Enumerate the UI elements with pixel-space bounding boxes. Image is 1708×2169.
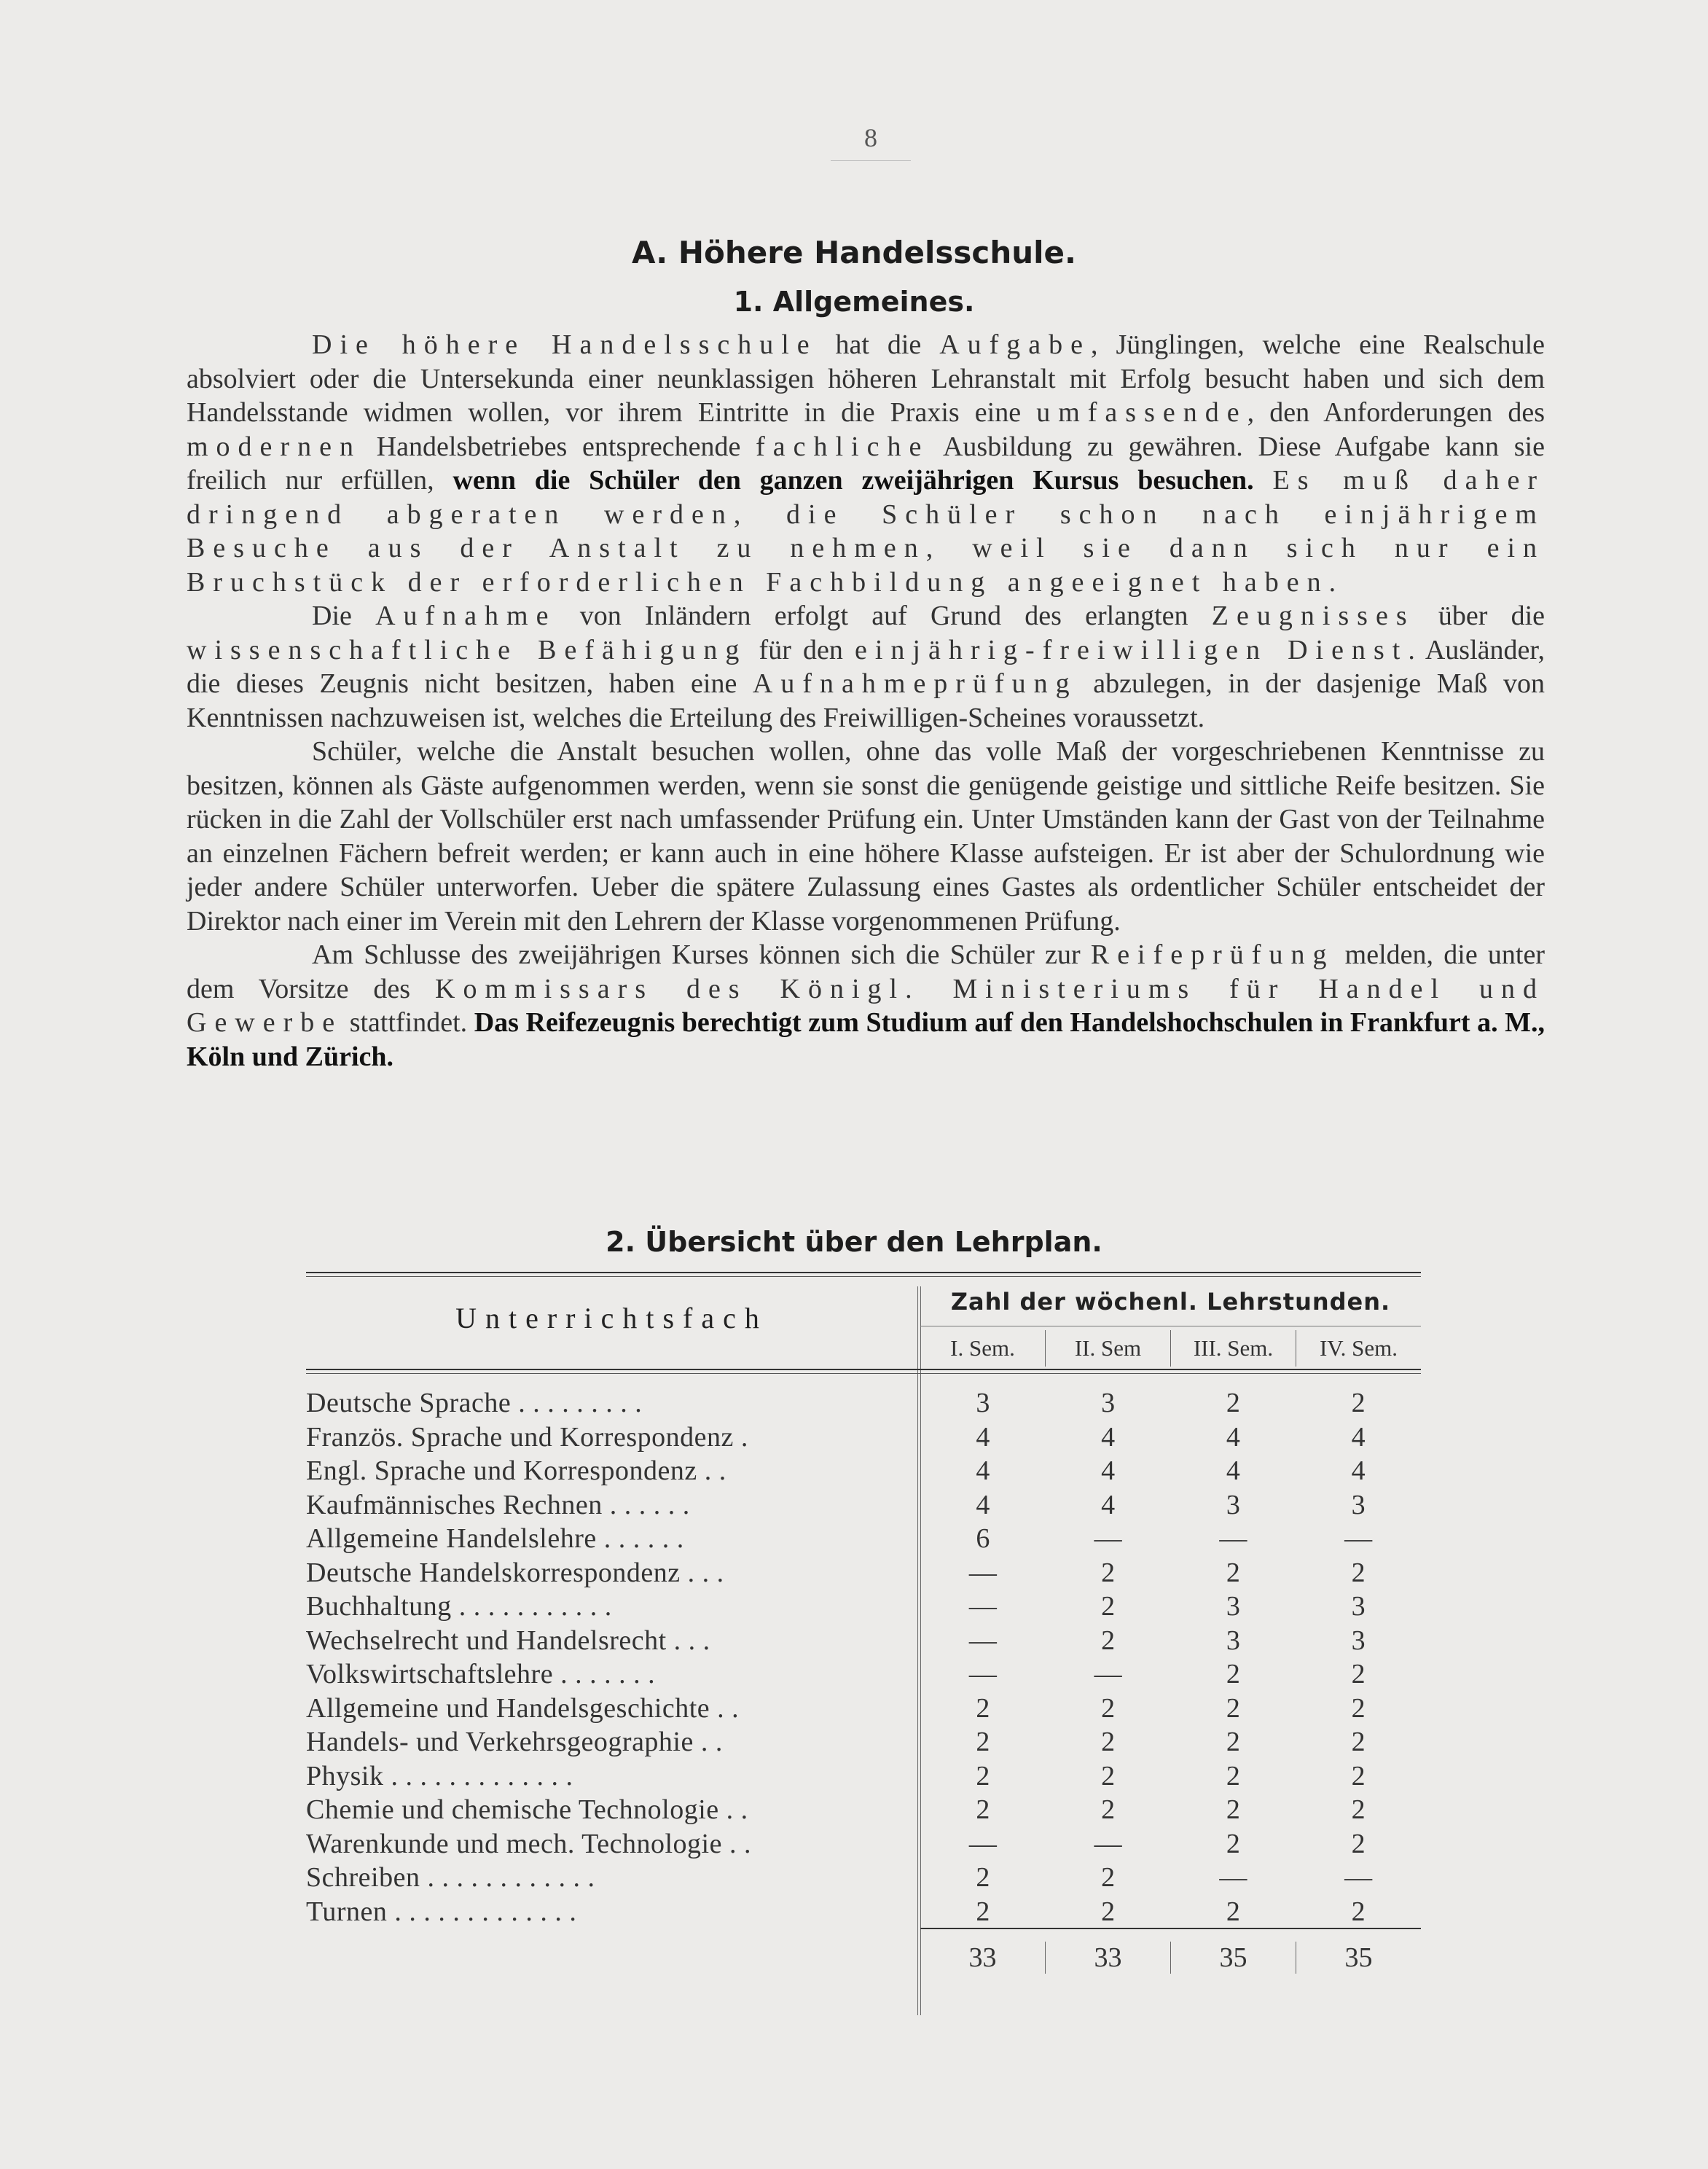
hours-cells <box>920 1557 1421 1589</box>
semester-header: II. Sem <box>1045 1330 1170 1367</box>
text-span: Aufgabe <box>939 329 1092 360</box>
text-span: modernen <box>187 431 361 462</box>
hours-cell: 2 <box>1101 1896 1116 1927</box>
hours-cell: — <box>1094 1523 1122 1555</box>
subject-cell: Handels- und Verkehrsgeographie . . <box>306 1727 723 1758</box>
table-body <box>306 1386 1421 1928</box>
hours-cells <box>920 1861 1421 1894</box>
hours-cell: 3 <box>1351 1625 1366 1656</box>
text-span: , den Anforderungen des <box>1247 397 1546 428</box>
hours-cell: 2 <box>1226 1794 1240 1826</box>
paragraph-4 <box>187 938 1545 1074</box>
hours-cells <box>920 1489 1421 1521</box>
page-number-rule <box>831 160 911 161</box>
hours-cell: 2 <box>976 1727 990 1758</box>
table-row <box>306 1861 1421 1895</box>
hours-cell: 2 <box>1351 1794 1366 1826</box>
subject-cell: Allgemeine Handelslehre . . . . . . <box>306 1523 684 1555</box>
hours-cell: 2 <box>1351 1388 1366 1419</box>
bold-span: wenn die Schüler den ganzen zweijährigen Kursus besuchen. <box>453 465 1254 496</box>
hours-cell: 4 <box>976 1455 990 1487</box>
table-row <box>306 1827 1421 1861</box>
bold-span: Das Reifezeugnis berechtigt zum Studium auf den Handelshochschulen in Frankfurt a. M., Köln und Zürich. <box>187 1007 1546 1072</box>
table-rule <box>306 1276 1421 1277</box>
subject-cell: Schreiben . . . . . . . . . . . . <box>306 1862 595 1894</box>
hours-cell: 3 <box>1226 1489 1240 1520</box>
semester-header-row <box>920 1330 1421 1367</box>
subject-cell: Physik . . . . . . . . . . . . . <box>306 1760 573 1791</box>
hours-cell: 2 <box>1226 1692 1240 1724</box>
section-heading: A. Höhere Handelsschule. <box>632 235 1076 270</box>
subject-cell: Kaufmännisches Rechnen . . . . . . <box>306 1489 690 1520</box>
hours-cells <box>920 1625 1421 1657</box>
hours-cell: 2 <box>1226 1760 1240 1791</box>
hours-cell: 2 <box>1351 1727 1366 1758</box>
subject-cell: Chemie und chemische Technologie . . <box>306 1794 748 1826</box>
hours-cell: 2 <box>1351 1828 1366 1859</box>
hours-cells <box>920 1692 1421 1724</box>
hours-cell: — <box>1219 1523 1247 1555</box>
hours-cell: 4 <box>1226 1421 1240 1453</box>
hours-cell: 2 <box>1101 1591 1116 1622</box>
hours-cells <box>920 1794 1421 1826</box>
semester-header: III. Sem. <box>1170 1330 1296 1367</box>
hours-cells <box>920 1455 1421 1487</box>
table-rule <box>920 1928 1421 1929</box>
hours-cell: 4 <box>1101 1455 1116 1487</box>
subject-cell: Deutsche Handelskorrespondenz . . . <box>306 1557 724 1588</box>
text-span: einjährig-freiwilligen Dienst <box>854 634 1409 665</box>
hours-cell: 2 <box>1226 1727 1240 1758</box>
total-cell: 33 <box>1045 1942 1170 1974</box>
paragraph-1 <box>187 328 1545 599</box>
hours-cell: 2 <box>1226 1388 1240 1419</box>
subject-column-header: Unterrichtsfach <box>455 1302 768 1334</box>
hours-cell: 2 <box>1226 1828 1240 1859</box>
text-span: von Inländern erfolgt auf Grund des erlangten <box>556 601 1212 631</box>
hours-cell: 2 <box>1351 1557 1366 1588</box>
text-span: über die <box>1414 601 1546 631</box>
text-span: umfassende <box>1036 397 1247 428</box>
total-cell: 33 <box>968 1942 997 1973</box>
text-span: Handelsbetriebes entsprechende <box>361 431 756 462</box>
hours-cell: 2 <box>976 1692 990 1724</box>
text-span: Es muß daher dringend abgeraten werden, die Schüler schon nach einjährigem Besuche aus der Anstalt zu nehmen, weil sie dann sich nur ein Bruchstück der erforderlichen Fachbildung angeeignet haben. <box>187 465 1546 598</box>
hours-cell: 2 <box>976 1862 990 1894</box>
text-span: melden, die unter dem Vorsitze des <box>187 939 1545 1004</box>
text-span <box>1254 465 1273 496</box>
hours-cell: 3 <box>1351 1489 1366 1520</box>
hours-cell: — <box>968 1828 997 1859</box>
hours-cell: 2 <box>1101 1692 1116 1724</box>
hours-cell: 4 <box>1226 1455 1240 1487</box>
hours-cell: — <box>968 1625 997 1656</box>
hours-cell: 3 <box>1351 1591 1366 1622</box>
table-row <box>306 1590 1421 1624</box>
hours-cell: 2 <box>1351 1659 1366 1690</box>
table-row <box>306 1759 1421 1794</box>
total-cell: 35 <box>1170 1942 1296 1974</box>
section2-title: 2. Übersicht über den Lehrplan. <box>606 1226 1102 1258</box>
subject-cell: Engl. Sprache und Korrespondenz . . <box>306 1455 726 1487</box>
text-span: abzulegen, in der dasjenige Maß von Kenntnissen nachzuweisen ist, welches die Erteilung des Freiwilligen-Scheines voraussetzt. <box>187 668 1545 733</box>
text-span: Die <box>312 601 376 631</box>
hours-cell: — <box>1219 1862 1247 1894</box>
text-span: Die höhere Handelsschule <box>312 329 818 360</box>
hours-cell: 3 <box>1226 1625 1240 1656</box>
hours-cell: 3 <box>1226 1591 1240 1622</box>
table-row <box>306 1692 1421 1726</box>
hours-cell: 2 <box>976 1896 990 1927</box>
text-span: Kommissars des Königl. Ministeriums für Handel und Gewerbe <box>187 973 1545 1038</box>
hours-cell: 2 <box>1351 1896 1366 1927</box>
table-row <box>306 1386 1421 1420</box>
table-row <box>306 1624 1421 1658</box>
hours-cells <box>920 1828 1421 1860</box>
hours-cells <box>920 1421 1421 1453</box>
text-span: Am Schlusse des zweijährigen Kurses können sich die Schüler zur <box>312 939 1091 970</box>
subject-cell: Wechselrecht und Handelsrecht . . . <box>306 1625 710 1656</box>
hours-cell: 4 <box>976 1421 990 1453</box>
subject-cell: Deutsche Sprache . . . . . . . . . <box>306 1388 643 1419</box>
hours-cells <box>920 1726 1421 1758</box>
hours-cell: — <box>1344 1862 1373 1894</box>
table-row <box>306 1793 1421 1827</box>
table-row <box>306 1522 1421 1556</box>
hours-cells <box>920 1896 1421 1928</box>
subject-cell: Turnen . . . . . . . . . . . . . <box>306 1896 577 1927</box>
section1-title: 1. Allgemeines. <box>733 286 975 318</box>
hours-cell: 3 <box>1101 1388 1116 1419</box>
hours-cell: — <box>968 1659 997 1690</box>
hours-cell: — <box>968 1591 997 1622</box>
table-rule <box>306 1272 1421 1273</box>
hours-cell: — <box>1094 1659 1122 1690</box>
hours-cell: 4 <box>1101 1489 1116 1520</box>
table-row <box>306 1488 1421 1523</box>
hours-cells <box>920 1590 1421 1622</box>
page-number: 8 <box>864 123 877 152</box>
hours-cell: 2 <box>1101 1862 1116 1894</box>
total-cell: 35 <box>1296 1942 1421 1974</box>
hours-cell: 2 <box>1101 1727 1116 1758</box>
hours-cell: 2 <box>1351 1692 1366 1724</box>
text-span: . Ausländer, die dieses Zeugnis nicht besitzen, haben eine <box>187 634 1545 699</box>
hours-cell: 3 <box>976 1388 990 1419</box>
hours-cell: 2 <box>976 1760 990 1791</box>
hours-cells <box>920 1387 1421 1419</box>
hours-cell: — <box>968 1557 997 1588</box>
semester-header: I. Sem. <box>950 1335 1015 1361</box>
text-span: Ausbildung zu gewähren. Diese Aufgabe kann sie freilich nur erfüllen, <box>187 431 1545 496</box>
hours-cell: 2 <box>1226 1557 1240 1588</box>
hours-cell: 4 <box>1351 1421 1366 1453</box>
subject-cell: Französ. Sprache und Korrespondenz . <box>306 1421 748 1453</box>
text-span: stattfindet. <box>342 1007 474 1038</box>
paragraph-2 <box>187 599 1545 735</box>
hours-cells <box>920 1523 1421 1555</box>
totals-row <box>920 1937 1421 1979</box>
hours-column-header: Zahl der wöchenl. Lehrstunden. <box>950 1288 1391 1316</box>
subject-cell: Allgemeine und Handelsgeschichte . . <box>306 1692 740 1724</box>
hours-cell: 2 <box>1101 1625 1116 1656</box>
table-rule <box>306 1373 1421 1374</box>
subject-cell: Warenkunde und mech. Technologie . . <box>306 1828 751 1859</box>
paragraph-3: Schüler, welche die Anstalt besuchen wollen, ohne das volle Maß der vorgeschriebenen Kenntnisse zu besitzen, können als Gäste aufgenommen werden, wenn sie sonst die genügende geistige und sittliche Reife besitzen. Sie rücken in die Zahl der Vollschüler erst nach umfassender Prüfung ein. Unter Umständen kann der Gast von der Teilnahme an einzelnen Fächern befreit werden; er kann auch in eine höhere Klasse aufsteigen. Er ist aber der Schulordnung wie jeder andere Schüler unterworfen. Ueber die spätere Zulassung eines Gastes als ordentlicher Schüler entscheidet der Direktor nach einer im Verein mit den Lehrern der Klasse vorgenommenen Prüfung. <box>187 736 1545 937</box>
text-span: wissenschaftliche Befähigung <box>187 634 748 665</box>
text-span: Aufnahme <box>375 601 557 631</box>
body-text <box>187 328 1545 1074</box>
hours-cell: 2 <box>1101 1794 1116 1826</box>
text-span: für den <box>747 634 855 665</box>
hours-cell: 2 <box>1226 1659 1240 1690</box>
table-row <box>306 1454 1421 1488</box>
table-row <box>306 1725 1421 1759</box>
table-row <box>306 1556 1421 1590</box>
table-rule <box>306 1369 1421 1370</box>
hours-cell: 4 <box>1101 1421 1116 1453</box>
hours-cell: 6 <box>976 1523 990 1555</box>
hours-cell: 4 <box>1351 1455 1366 1487</box>
text-span: Aufnahmeprüfung <box>752 668 1078 699</box>
hours-cell: — <box>1344 1523 1373 1555</box>
text-span: , Jünglingen, welche eine Realschule absolviert oder die Untersekunda einer neunklassigen höheren Lehranstalt mit Erfolg besucht haben und sich dem Handelsstande widmen wollen, vor ihrem Eintritte in die Praxis eine <box>187 329 1546 428</box>
subject-cell: Buchhaltung . . . . . . . . . . . <box>306 1591 612 1622</box>
hours-cell: 4 <box>976 1489 990 1520</box>
hours-cells <box>920 1760 1421 1792</box>
text-span: Reifeprüfung <box>1090 939 1335 970</box>
hours-cells <box>920 1658 1421 1690</box>
subject-cell: Volkswirtschaftslehre . . . . . . . <box>306 1659 656 1690</box>
semester-header: IV. Sem. <box>1296 1330 1421 1367</box>
hours-cell: 2 <box>1101 1760 1116 1791</box>
text-span: Zeugnisses <box>1211 601 1415 631</box>
hours-cell: 2 <box>1351 1760 1366 1791</box>
hours-cell: 2 <box>1101 1557 1116 1588</box>
table-row <box>306 1895 1421 1929</box>
text-span: fachliche <box>756 431 930 462</box>
hours-cell: — <box>1094 1828 1122 1859</box>
table-row <box>306 1420 1421 1455</box>
text-span: hat die <box>817 329 940 360</box>
table-row <box>306 1657 1421 1692</box>
hours-cell: 2 <box>1226 1896 1240 1927</box>
hours-cell: 2 <box>976 1794 990 1826</box>
